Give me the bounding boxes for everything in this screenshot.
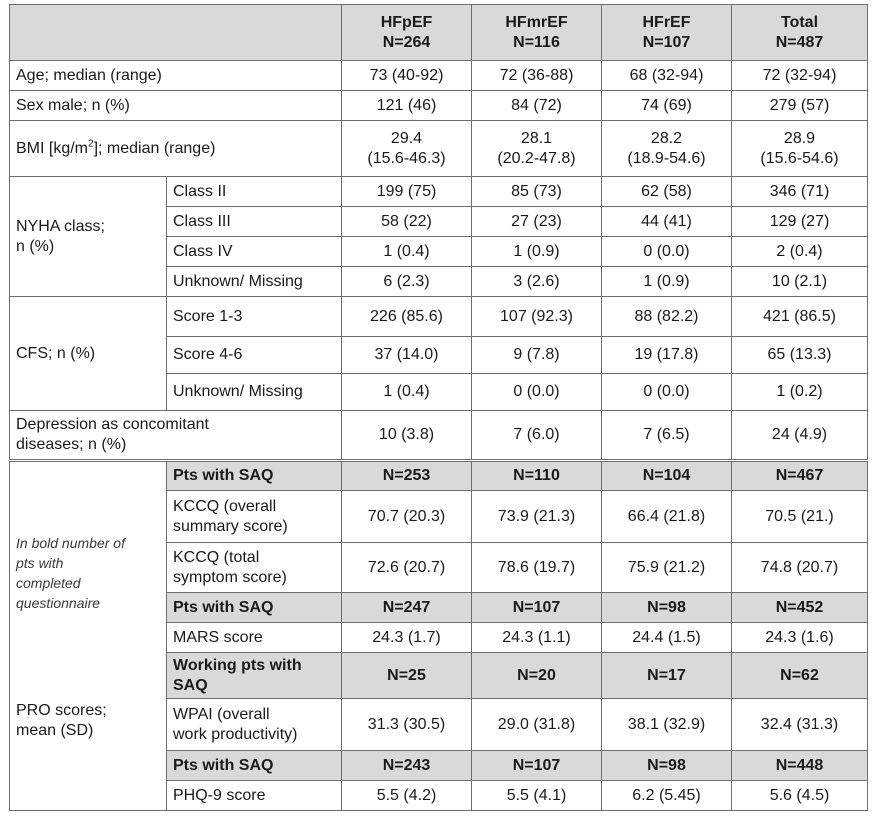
sex-hfmref: 84 (72) [472,91,602,121]
pro-score-label [167,543,342,593]
nyha-value: 1 (0.9) [472,237,602,267]
pro-score-label-line1: KCCQ (overall [173,497,277,515]
pro-score-label-line2: summary score) [173,517,288,535]
nyha-value: 3 (2.6) [472,267,602,297]
nyha-label-line2: n (%) [16,237,55,255]
pro-note [16,531,160,613]
cfs-value: 37 (14.0) [342,337,472,374]
pro-score-value: 31.3 (30.5) [342,699,472,751]
header-hfpef-n: N=264 [382,33,431,51]
header-total-n: N=487 [775,33,824,51]
pro-n-label: Pts with SAQ [167,751,342,781]
cfs-value: 0 (0.0) [472,374,602,411]
pro-n-value: N=107 [472,593,602,623]
pro-n-label: Pts with SAQ [167,461,342,491]
nyha-value: 44 (41) [602,207,732,237]
sex-hfpef: 121 (46) [342,91,472,121]
pro-score-value: 24.4 (1.5) [602,623,732,653]
bmi-hfpef [342,121,472,177]
pro-n-value: N=243 [342,751,472,781]
nyha-value: 58 (22) [342,207,472,237]
depression-label [10,411,342,461]
age-hfpef: 73 (40-92) [342,61,472,91]
pro-score-label-line2: work productivity) [173,725,298,743]
bmi-total-range: (15.6-54.6) [760,149,839,167]
sex-hfref: 74 (69) [602,91,732,121]
header-hfpef [342,5,472,61]
pro-n-value: N=25 [342,653,472,699]
nyha-value: 62 (58) [602,177,732,207]
cfs-sublabel: Unknown/ Missing [167,374,342,411]
header-hfref-n: N=107 [642,33,691,51]
bmi-hfref-range: (18.9-54.6) [627,149,706,167]
sex-row [10,91,868,121]
cfs-value: 19 (17.8) [602,337,732,374]
age-hfref: 68 (32-94) [602,61,732,91]
nyha-value: 2 (0.4) [732,237,868,267]
pro-score-label-line2: symptom score) [173,568,287,586]
pro-score-value: 24.3 (1.7) [342,623,472,653]
pro-label [16,613,160,741]
sex-label: Sex male; n (%) [10,91,342,121]
bmi-hfmref-median: 28.1 [520,129,553,147]
depression-hfref: 7 (6.5) [602,411,732,461]
pro-n-value: N=17 [602,653,732,699]
nyha-value: 0 (0.0) [602,237,732,267]
pro-score-label: MARS score [167,623,342,653]
pro-note-line1: In bold number of [16,535,125,551]
bmi-hfref [602,121,732,177]
pro-n-label [167,653,342,699]
depression-total: 24 (4.9) [732,411,868,461]
baseline-characteristics-table [9,4,868,811]
nyha-value: 346 (71) [732,177,868,207]
bmi-row [10,121,868,177]
age-label: Age; median (range) [10,61,342,91]
pro-score-value: 6.2 (5.45) [602,781,732,811]
pro-label-line1: PRO scores; [16,702,107,719]
nyha-sublabel: Unknown/ Missing [167,267,342,297]
bmi-total-median: 28.9 [783,129,816,147]
pro-n-label-line1: Working pts with [173,656,302,674]
header-row [10,5,868,61]
bmi-label-sup: 2 [88,138,94,150]
pro-score-value: 24.3 (1.6) [732,623,868,653]
pro-n-value: N=110 [472,461,602,491]
nyha-sublabel: Class II [167,177,342,207]
pro-n-value: N=98 [602,751,732,781]
header-hfmref-n: N=116 [513,33,560,51]
nyha-row [10,177,868,207]
pro-score-value: 70.7 (20.3) [342,491,472,543]
header-hfmref-name: HFmrEF [505,13,568,31]
pro-score-value: 72.6 (20.7) [342,543,472,593]
pro-n-value: N=20 [472,653,602,699]
cfs-row [10,297,868,337]
pro-score-value: 24.3 (1.1) [472,623,602,653]
pro-score-value: 66.4 (21.8) [602,491,732,543]
depression-hfmref: 7 (6.0) [472,411,602,461]
pro-n-label-line2: SAQ [173,676,208,694]
nyha-value: 85 (73) [472,177,602,207]
pro-score-value: 75.9 (21.2) [602,543,732,593]
cfs-value: 1 (0.2) [732,374,868,411]
header-total [732,5,868,61]
pro-score-label [167,491,342,543]
pro-score-label: PHQ-9 score [167,781,342,811]
nyha-label [10,177,167,297]
nyha-value: 27 (23) [472,207,602,237]
pro-score-label-line1: KCCQ (total [173,548,260,566]
pro-label-line2: mean (SD) [16,722,94,739]
cfs-value: 226 (85.6) [342,297,472,337]
pro-n-value: N=98 [602,593,732,623]
pro-score-value: 5.5 (4.1) [472,781,602,811]
pro-score-value: 5.6 (4.5) [732,781,868,811]
cfs-value: 1 (0.4) [342,374,472,411]
depression-row [10,411,868,461]
pro-n-value: N=452 [732,593,868,623]
header-hfref [602,5,732,61]
pro-score-value: 32.4 (31.3) [732,699,868,751]
pro-n-value: N=253 [342,461,472,491]
age-row [10,61,868,91]
pro-n-row [10,461,868,491]
cfs-value: 88 (82.2) [602,297,732,337]
pro-n-label: Pts with SAQ [167,593,342,623]
bmi-label-post: ]; median (range) [93,139,216,157]
bmi-hfref-median: 28.2 [650,129,683,147]
cfs-sublabel: Score 1-3 [167,297,342,337]
bmi-total [732,121,868,177]
header-hfpef-name: HFpEF [380,13,433,31]
bmi-hfpef-median: 29.4 [390,129,423,147]
pro-note-line2: pts with [16,555,64,571]
pro-note-line4: questionnaire [16,595,101,611]
cfs-value: 421 (86.5) [732,297,868,337]
pro-n-value: N=467 [732,461,868,491]
cfs-value: 65 (13.3) [732,337,868,374]
nyha-value: 10 (2.1) [732,267,868,297]
bmi-hfmref [472,121,602,177]
age-hfmref: 72 (36-88) [472,61,602,91]
depression-label-line2: diseases; n (%) [16,436,127,453]
pro-n-value: N=448 [732,751,868,781]
bmi-hfpef-range: (15.6-46.3) [367,149,446,167]
pro-n-value: N=247 [342,593,472,623]
depression-label-line1: Depression as concomitant [16,416,209,433]
nyha-sublabel: Class III [167,207,342,237]
header-total-name: Total [780,13,819,31]
cfs-value: 0 (0.0) [602,374,732,411]
pro-n-value: N=104 [602,461,732,491]
cfs-label: CFS; n (%) [10,297,167,411]
pro-label-cell [10,461,167,811]
pro-score-value: 73.9 (21.3) [472,491,602,543]
bmi-hfmref-range: (20.2-47.8) [497,149,576,167]
header-hfmref [472,5,602,61]
pro-note-line3: completed [16,575,81,591]
sex-total: 279 (57) [732,91,868,121]
nyha-value: 1 (0.4) [342,237,472,267]
pro-score-value: 74.8 (20.7) [732,543,868,593]
nyha-value: 6 (2.3) [342,267,472,297]
depression-hfpef: 10 (3.8) [342,411,472,461]
pro-score-value: 78.6 (19.7) [472,543,602,593]
age-total: 72 (32-94) [732,61,868,91]
pro-score-label [167,699,342,751]
pro-score-value: 5.5 (4.2) [342,781,472,811]
nyha-value: 129 (27) [732,207,868,237]
bmi-label [10,121,342,177]
cfs-sublabel: Score 4-6 [167,337,342,374]
nyha-sublabel: Class IV [167,237,342,267]
bmi-label-pre: BMI [kg/m [16,139,89,157]
header-corner-cell [10,5,342,61]
pro-score-value: 38.1 (32.9) [602,699,732,751]
cfs-value: 9 (7.8) [472,337,602,374]
nyha-value: 199 (75) [342,177,472,207]
pro-score-label-line1: WPAI (overall [173,705,270,723]
pro-n-value: N=107 [472,751,602,781]
pro-n-value: N=62 [732,653,868,699]
pro-score-value: 70.5 (21.) [732,491,868,543]
cfs-value: 107 (92.3) [472,297,602,337]
header-hfref-name: HFrEF [642,13,691,31]
pro-score-value: 29.0 (31.8) [472,699,602,751]
nyha-value: 1 (0.9) [602,267,732,297]
nyha-label-line1: NYHA class; [16,217,105,235]
